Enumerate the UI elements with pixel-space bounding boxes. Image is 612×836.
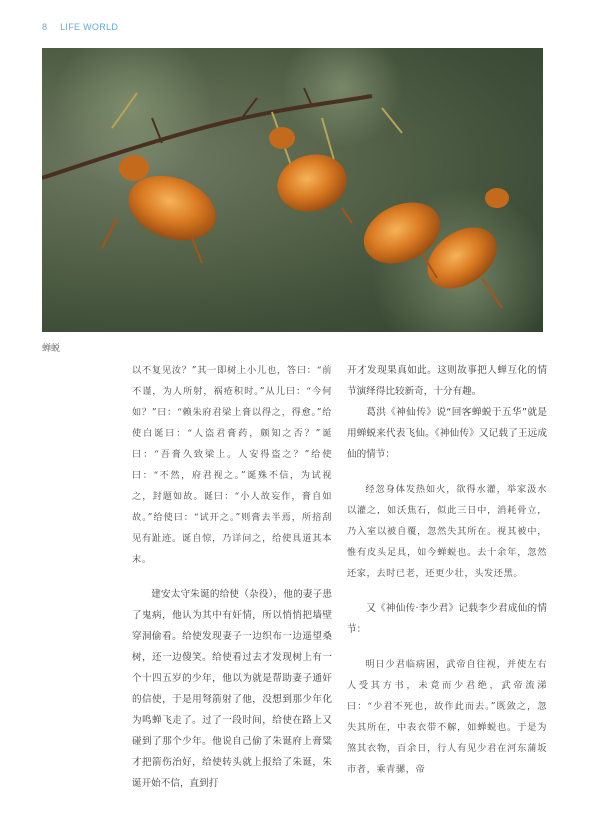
page-header [42,22,118,32]
body-paragraph: 又《神仙传·李少君》记载李少君成仙的情节： [347,603,547,635]
page-number: 8 [42,22,48,32]
magazine-title: LIFE WORLD [60,22,119,32]
right-column [347,360,547,780]
classical-quote-3: 明日少君临病困，武帝自往视，并使左右人受其方书，未竟而少君绝，武帝流涕曰：“少君不死也，故作此而去。”既敛之，忽失其所在，中表衣带不解，如蝉蜕也。于是为煞其衣物，百余日，行人有见少君在河东蒲坂市者，乘青骡，帝 [347,659,547,775]
cicada-illustration [42,48,543,332]
photo-caption: 蝉蜕 [42,344,61,354]
body-paragraph: 建安太守朱诞的给使（杂役），他的妻子患了鬼病，他认为其中有奸情，所以悄悄把墙壁穿洞偷看。给使发现妻子一边织布一边遥望桑树，还一边傻笑。给使看过去才发现树上有一个十四五岁的少年，他以为就是帮助妻子通奸的信使，于是用弩箭射了他，没想到那少年化为鸣蝉飞走了。过了一段时间，给使在路上又碰到了那个少年。他说自己偷了朱诞府上膏粱才把箭伤治好，给使转头就上报给了朱诞，朱诞开始不信，直到打 [132,589,332,789]
cicada-shell-photo [42,48,543,332]
classical-quote-1: 以不复见汝？”其一即树上小儿也，答曰：“前不谨，为人所射，祸疮积时。”从儿曰：“今何如？”曰：“赖朱府君梁上膏以得之，得愈。”给使白诞曰：“人盗君膏药，颇知之否？”诞曰：“吾膏久致梁上。人安得盗之？”给使曰：“不然，府君视之。”诞殊不信，为试视之，封题如故。诞曰：“小人故妄作，膏自如故。”给使曰：“试开之。”则膏去半焉，所掊刮见有趾迹。诞自惊，乃详问之，给使具道其本末。 [132,365,332,565]
body-paragraph: 葛洪《神仙传》说“回客蝉蜕于五华”就是用蝉蜕来代表飞仙。《神仙传》又记载了王远成仙的情节： [347,407,547,460]
classical-quote-2: 经忽身体发热如火，欲得水灌，举家汲水以灌之，如沃焦石，似此三日中，消耗骨立，乃入室以被自覆，忽然失其所在。视其被中，惟有皮头足具，如今蝉蜕也。去十余年，忽然还家，去时已老，还更少壮，头发还黑。 [347,484,547,579]
body-paragraph: 开才发现果真如此。这则故事把人蝉互化的情节演绎得比较新奇，十分有趣。 [347,365,547,397]
left-column [132,360,332,794]
